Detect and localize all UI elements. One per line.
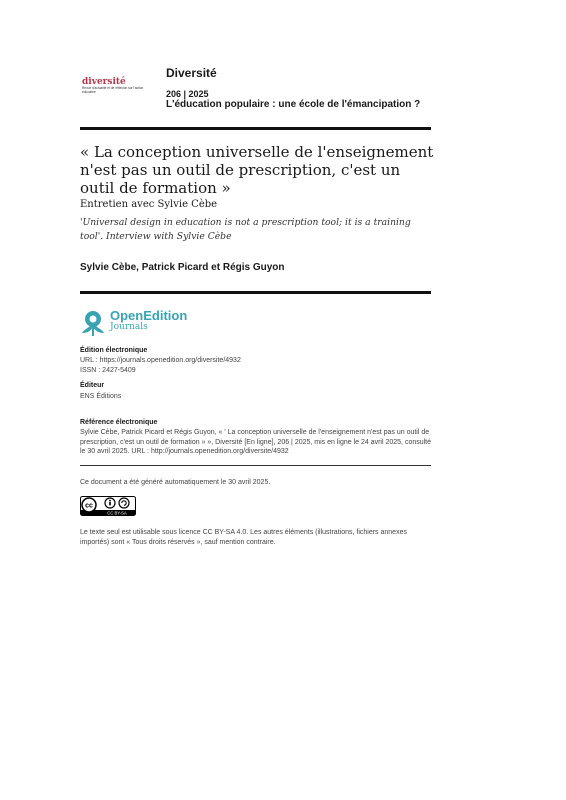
issue-number: 206 | 2025 bbox=[166, 89, 209, 99]
edition-label: Édition électronique bbox=[80, 347, 148, 354]
openedition-logo-sub: Journals bbox=[110, 322, 148, 332]
journal-logo-name: diversité bbox=[82, 77, 126, 87]
cc-badge-text: CC BY-SA bbox=[107, 510, 127, 516]
license-text: Le texte seul est utilisable sous licence CC BY-SA 4.0. Les autres éléments (illustrations, fichiers annexes importés) sont « Tous droits réservés », sauf mention contraire. bbox=[80, 529, 407, 546]
openedition-flower-icon bbox=[80, 309, 106, 337]
authors: Sylvie Cèbe, Patrick Picard et Régis Guyon bbox=[80, 262, 285, 273]
bottom-rule bbox=[80, 291, 431, 294]
publisher-label: Éditeur bbox=[80, 382, 105, 389]
svg-text:cc: cc bbox=[85, 502, 93, 510]
cc-by-sa-badge-icon bbox=[80, 496, 136, 516]
divider bbox=[80, 465, 431, 466]
publisher-name: ENS Éditions bbox=[80, 393, 122, 400]
journal-logo-tagline: Revue d'actualité et de réflexion sur l'action éducative bbox=[82, 86, 144, 94]
openedition-logo-name: OpenEdition bbox=[110, 308, 188, 323]
issue-title: L'éducation populaire : une école de l'émancipation ? bbox=[166, 99, 421, 110]
top-rule bbox=[80, 127, 431, 130]
article-title: « La conception universelle de l'enseignement n'est pas un outil de prescription, c'est un outil de formation » bbox=[80, 143, 434, 197]
reference-label: Référence électronique bbox=[80, 419, 158, 426]
english-title: 'Universal design in education is not a prescription tool; it is a training tool'. Interview with Sylvie Cèbe bbox=[80, 217, 411, 242]
journal-logo bbox=[82, 78, 146, 100]
article-subtitle: Entretien avec Sylvie Cèbe bbox=[80, 199, 218, 210]
generated-note: Ce document a été généré automatiquement le 30 avril 2025. bbox=[80, 479, 271, 486]
reference-body: Sylvie Cèbe, Patrick Picard et Régis Guyon, « ' La conception universelle de l'enseignement n'est pas un outil de prescription, c'est un outil de formation » », Diversité [En ligne], 206 | 2025, mis en ligne le 24 avril 2025, consulté le 30 avril 2025. URL : http://journals.openedition.org/diversite/4932 bbox=[80, 429, 432, 456]
edition-issn: ISSN : 2427-5409 bbox=[80, 367, 136, 374]
edition-url[interactable]: URL : https://journals.openedition.org/diversite/4932 bbox=[80, 357, 241, 364]
journal-name: Diversité bbox=[166, 66, 217, 80]
